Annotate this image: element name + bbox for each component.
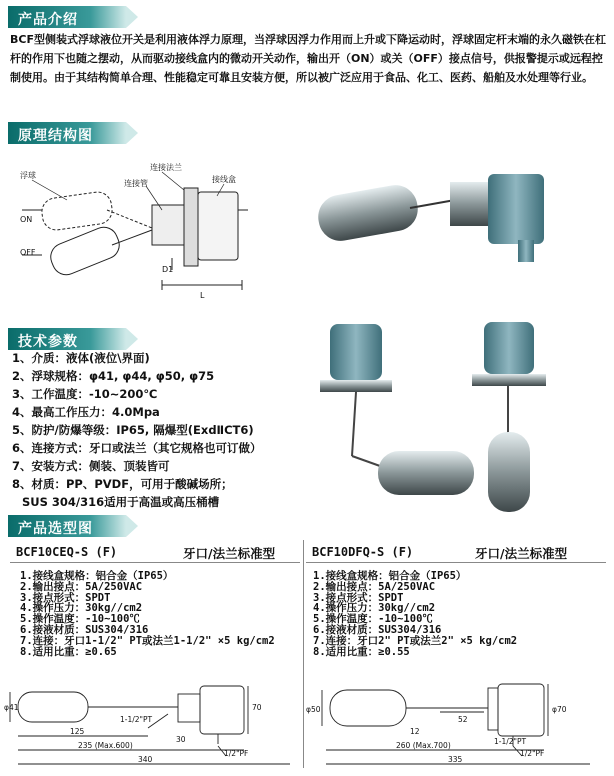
spec-line: 7.连接：牙口2" PT或法兰2" ×5 kg/cm2: [313, 634, 518, 647]
model-type: 牙口/法兰标准型: [475, 546, 568, 561]
tech-param: 8、材质：PP、PVDF，可用于酸碱场所；: [12, 477, 233, 491]
section-title: 原理结构图: [18, 128, 93, 144]
dim-h: φ70: [552, 705, 567, 714]
tech-param: 7、安装方式：侧装、顶装皆可: [12, 459, 170, 473]
model-type: 牙口/法兰标准型: [183, 546, 276, 561]
tech-param: 3、工作温度：-10~200℃: [12, 387, 158, 401]
dimension-drawing-1: [4, 684, 300, 774]
label-d1: D1: [162, 265, 174, 274]
spec-line: 3.接点形式：SPDT: [20, 591, 111, 604]
label-flange: 连接法兰: [150, 163, 182, 172]
spec-line: 2.输出接点：5A/250VAC: [20, 580, 143, 593]
tech-param: 1、介质：液体(液位\界面): [12, 351, 150, 365]
model-specs: [313, 571, 517, 657]
dim-a: 125: [70, 727, 85, 736]
section-title: 产品介绍: [18, 12, 78, 28]
divider: [306, 562, 606, 563]
spec-line: 4.操作压力：30kg//cm2: [20, 602, 143, 615]
structure-diagram: [12, 150, 292, 310]
model-specs: [20, 571, 275, 657]
spec-line: 1.接线盒规格：铝合金（IP65）: [313, 570, 467, 582]
divider: [10, 562, 300, 563]
tech-param: 4、最高工作压力：4.0Mpa: [12, 405, 160, 419]
spec-line: 5.操作温度：-10~100℃: [313, 613, 433, 626]
dim-pt: 1-1/2"PT: [494, 737, 527, 746]
label-l: L: [200, 291, 205, 300]
label-float: 浮球: [20, 171, 36, 180]
label-tube: 连接管: [124, 179, 148, 188]
model-code: BCF10DFQ-S (F): [312, 545, 414, 559]
dim-b: 260 (Max.700): [396, 741, 451, 750]
divider: [303, 540, 304, 768]
spec-line: 5.操作温度：-10~100℃: [20, 613, 140, 626]
dimension-drawing-2: [308, 684, 608, 774]
dim-c: 335: [448, 755, 463, 764]
spec-line: 1.接线盒规格：铝合金（IP65）: [20, 570, 174, 582]
dim-pf: 1/2"PF: [224, 749, 249, 758]
spec-line: 2.输出接点：5A/250VAC: [313, 580, 436, 593]
section-header-selection: [8, 515, 608, 537]
tech-param: 6、连接方式：牙口或法兰（其它规格也可订做）: [12, 441, 262, 455]
label-off: OFF: [20, 248, 36, 257]
label-on: ON: [20, 215, 33, 224]
section-header-structure: [8, 122, 608, 144]
dim-pt: 1-1/2"PT: [120, 715, 153, 724]
tech-params-list: [12, 349, 262, 511]
spec-line: 4.操作压力：30kg//cm2: [313, 602, 436, 615]
dim-a: 12: [410, 727, 420, 736]
section-header-intro: [8, 6, 608, 28]
section-title: 产品选型图: [18, 521, 93, 537]
dim-diameter: φ41: [4, 703, 19, 712]
dim-c: 340: [138, 755, 153, 764]
product-photo-top: [300, 316, 600, 520]
tech-param: 2、浮球规格：φ41, φ44, φ50, φ75: [12, 369, 215, 383]
dim-pf: 1/2"PF: [520, 749, 545, 758]
spec-line: 7.连接：牙口1-1/2" PT或法兰1-1/2" ×5 kg/cm2: [20, 634, 275, 647]
model-code: BCF10CEQ-S (F): [16, 545, 118, 559]
tech-param: SUS 304/316适用于高温或高压桶槽: [22, 495, 220, 509]
dim-diameter: φ50: [306, 705, 321, 714]
section-title: 技术参数: [18, 334, 78, 350]
dim-d2: 30: [176, 735, 186, 744]
dim-d2: 52: [458, 715, 468, 724]
label-box: 接线盒: [212, 175, 236, 184]
spec-line: 3.接点形式：SPDT: [313, 591, 404, 604]
intro-paragraph: BCF型侧装式浮球液位开关是利用液体浮力原理，当浮球因浮力作用而上升或下降运动时，浮球固定杆末端的永久磁铁在杠杆的作用下也随之摆动，从而驱动接线盒内的微动开关动作，输出开（ON）或关（OFF）接点信号，供报警提示或远程控制使用。由于其结构简单合理、性能稳定可靠且安装方便，所以被广泛应用于食品、化工、医药、船舶及水处理等行业。: [10, 33, 606, 84]
dim-b: 235 (Max.600): [78, 741, 133, 750]
tech-param: 5、防护/防爆等级：IP65, 隔爆型(ExdⅡCT6): [12, 423, 254, 437]
spec-line: 8.适用比重：≥0.65: [20, 645, 117, 658]
spec-line: 6.接液材质：SUS304/316: [313, 623, 442, 636]
product-photo-side: [310, 160, 570, 270]
spec-line: 8.适用比重：≥0.55: [313, 645, 410, 658]
dim-h: 70: [252, 703, 262, 712]
spec-line: 6.接液材质：SUS304/316: [20, 623, 149, 636]
